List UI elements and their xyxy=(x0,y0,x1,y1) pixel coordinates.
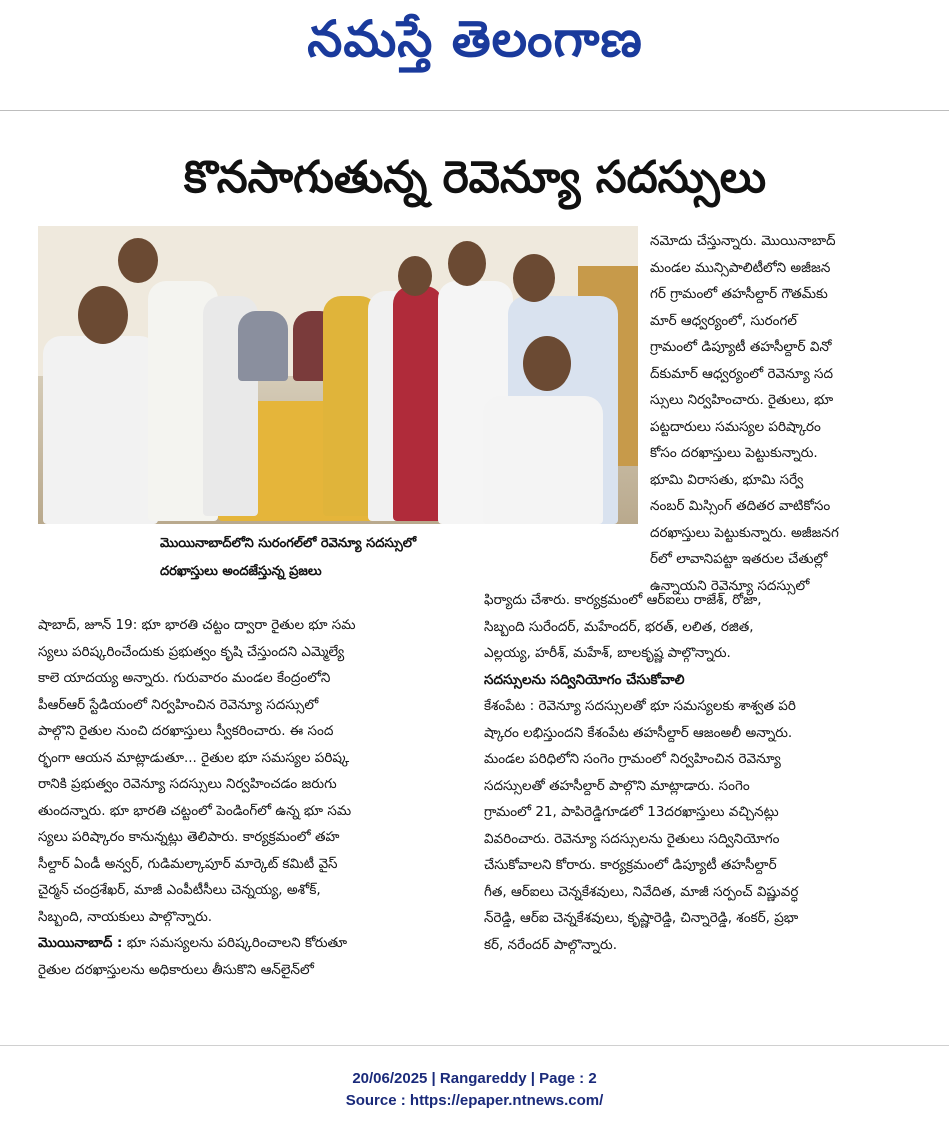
text-line xyxy=(38,930,468,957)
text-line: చైర్మన్ చంద్రశేఖర్, మాజీ ఎంపీటీసీలు చెన్నయ్య, అశోక్, xyxy=(38,882,321,898)
text-line: దరఖాస్తులు పెట్టుకున్నారు. అజీజనగ xyxy=(650,524,839,541)
article-column-right xyxy=(484,587,914,958)
footer-date-edition: 20/06/2025 | Rangareddy | Page : 2 xyxy=(352,1070,597,1087)
photo-person-head xyxy=(523,336,571,391)
text-line: కర్, నరేందర్ పాల్గొన్నారు. xyxy=(484,936,618,953)
masthead-divider xyxy=(0,110,949,111)
photo-caption xyxy=(160,530,520,590)
photo-person-head xyxy=(448,241,486,286)
text-line: ర్భంగా ఆయన మాట్లాడుతూ... రైతుల భూ సమస్యల పరిష్క xyxy=(38,749,350,766)
photo-person xyxy=(483,396,603,524)
photo-person xyxy=(393,286,443,521)
text-line: ద్‌కుమార్ ఆధ్వర్యంలో రెవెన్యూ సద xyxy=(650,365,834,382)
masthead xyxy=(0,0,949,110)
text-line: ర్‌లో లావానిపట్టా ఇతరుల చేతుల్లో xyxy=(650,551,828,567)
news-photo xyxy=(38,226,638,524)
article-headline: కొనసాగుతున్న రెవెన్యూ సదస్సులు xyxy=(183,152,767,203)
text-line: న్‌రెడ్డి, ఆర్ఐ చెన్నకేశవులు, కృష్ణారెడ్డి, చిన్నారెడ్డి, శంకర్, ప్రభా xyxy=(484,910,799,926)
page-footer xyxy=(0,1068,949,1112)
text-line: సీల్దార్ ఏండీ అన్వర్, గుడిమల్కాపూర్ మార్కెట్ కమిటీ వైస్ xyxy=(38,855,338,872)
text-line: గ్రామంలో డిప్యూటీ తహసీల్దార్ వినో xyxy=(650,339,832,355)
text-line: మండల పరిధిలోని సంగెం గ్రామంలో నిర్వహించిన రెవెన్యూ xyxy=(484,751,781,767)
text-line: మండల మున్సిపాలిటీలోని అజీజన xyxy=(650,259,831,276)
section-subhead: సదస్సులను సద్వినియోగం చేసుకోవాలి xyxy=(484,671,685,688)
text-line: సదస్సులతో తహసీల్దార్ పాల్గొని మాట్లాడారు. సంగెం xyxy=(484,777,750,794)
text-line: ఎల్లయ్య, హరీశ్, మహేశ్, బాలకృష్ణ పాల్గొన్నారు. xyxy=(484,645,731,661)
photo-person xyxy=(238,311,288,381)
text-line: నంబర్ మిస్సింగ్ తదితర వాటికోసం xyxy=(650,498,831,514)
text-line: తుందన్నారు. భూ భారతి చట్టంలో పెండింగ్‌లో ఉన్న భూ సమ xyxy=(38,802,352,819)
text-line: ఉన్నాయని రెవెన్యూ సదస్సులో xyxy=(650,577,810,594)
text-line: నమోదు చేస్తున్నారు. మొయినాబాద్ xyxy=(650,233,836,249)
photo-person-head xyxy=(78,286,128,344)
photo-person xyxy=(43,336,158,524)
text-line: రైతుల దరఖాస్తులను అధికారులు తీసుకొని ఆన్‌లైన్‌లో xyxy=(38,961,314,978)
text-line: గర్ గ్రామంలో తహసీల్దార్ గౌతమ్‌కు xyxy=(650,286,828,302)
text-line: సిబ్బంది సురేందర్, మహేందర్, భరత్, లలిత, రజిత, xyxy=(484,618,754,635)
text-line: గీత, ఆర్‌ఐలు చెన్నకేశవులు, నివేదిత, మాజీ సర్పంచ్ విష్ణువర్ధ xyxy=(484,883,799,900)
text-line: ష్కారం లభిస్తుందని కేశంపేట తహసీల్దార్ ఆజంఅలీ అన్నారు. xyxy=(484,724,793,741)
text-line: వివరించారు. రెవెన్యూ సదస్సులను రైతులు సద్వినియోగం xyxy=(484,830,780,847)
article-column-right-top xyxy=(650,228,915,599)
text-line: ఫిర్యాదు చేశారు. కార్యక్రమంలో ఆర్‌ఐలు రాజేశ్, రోజా, xyxy=(484,592,762,608)
text-line: సిబ్బంది, నాయకులు పాల్గొన్నారు. xyxy=(38,908,213,925)
text-line: పట్టదారులు సమస్యల పరిష్కారం xyxy=(650,418,821,435)
photo-caption-line: మొయినాబాద్‌లోని సురంగల్‌లో రెవెన్యూ సదస్సులో xyxy=(160,536,417,551)
text-line: చేసుకోవాలని కోరారు. కార్యక్రమంలో డిప్యూటీ తహసీల్దార్ xyxy=(484,857,777,873)
text-line: స్యలు పరిష్కరించేందుకు ప్రభుత్వం కృషి చేస్తుందని ఎమ్మెల్యే xyxy=(38,643,345,660)
text-line: రానికి ప్రభుత్వం రెవెన్యూ సదస్సులు నిర్వహించడం జరుగు xyxy=(38,776,337,792)
text-line: పాల్గొని రైతుల నుంచి దరఖాస్తులు స్వీకరించారు. ఈ సంద xyxy=(38,723,334,739)
text-line: పీఆర్ఆర్ స్టేడియంలో నిర్వహించిన రెవెన్యూ సదస్సులో xyxy=(38,696,319,713)
text-line: కేశంపేట : రెవెన్యూ సదస్సులతో భూ సమస్యలకు శాశ్వత పరి xyxy=(484,698,796,714)
photo-person-head xyxy=(398,256,432,296)
text-line: భూమి విరాసతు, భూమి సర్వే xyxy=(650,471,804,488)
photo-person-head xyxy=(513,254,555,302)
text-line: కాలె యాదయ్య అన్నారు. గురువారం మండల కేంద్రంలోని xyxy=(38,670,331,686)
article-column-left xyxy=(38,612,468,983)
photo-caption-line: దరఖాస్తులు అందజేస్తున్న ప్రజలు xyxy=(160,564,322,579)
footer-divider xyxy=(0,1045,949,1046)
text-fragment: భూ సమస్యలను పరిష్కరించాలని కోరుతూ xyxy=(122,935,348,951)
text-line: మార్ ఆధ్వర్యంలో, సురంగల్ xyxy=(650,312,797,329)
text-line: కోసం దరఖాస్తులు పెట్టుకున్నారు. xyxy=(650,445,818,461)
text-line: గ్రామంలో 21, పాపిరెడ్డిగూడలో 13దరఖాస్తులు వచ్చినట్లు xyxy=(484,804,779,820)
footer-source-link[interactable]: Source : https://epaper.ntnews.com/ xyxy=(345,1092,604,1109)
photo-person-head xyxy=(118,238,158,283)
text-line: షాబాద్, జూన్ 19: భూ భారతి చట్టం ద్వారా రైతుల భూ సమ xyxy=(38,617,356,633)
text-line: స్సులు నిర్వహించారు. రైతులు, భూ xyxy=(650,392,834,408)
newspaper-logo: నమస్తే తెలంగాణ xyxy=(307,10,643,68)
text-line: స్యలు పరిష్కారం కానున్నట్లు తెలిపారు. కార్యక్రమంలో తహ xyxy=(38,829,340,845)
dateline-lead: మొయినాబాద్ : xyxy=(38,935,123,951)
